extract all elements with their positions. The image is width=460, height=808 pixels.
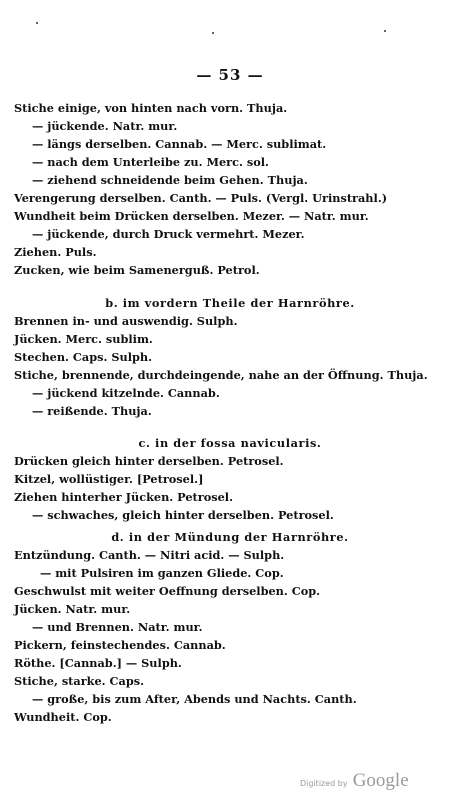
- text-line: Stechen. Caps. Sulph.: [14, 350, 153, 364]
- text-line: Stiche einige, von hinten nach vorn. Thuja.: [14, 101, 288, 115]
- text-line: Kitzel, wollüstiger. [Petrosel.]: [14, 472, 204, 486]
- text-line: — jückende, durch Druck vermehrt. Mezer.: [32, 227, 305, 241]
- page-number: — 53 —: [196, 66, 264, 84]
- text-line: — jückende. Natr. mur.: [32, 119, 178, 133]
- text-line: Röthe. [Cannab.] — Sulph.: [14, 656, 182, 670]
- text-line: — ziehend schneidende beim Gehen. Thuja.: [32, 173, 308, 187]
- text-line: — und Brennen. Natr. mur.: [32, 620, 203, 634]
- text-line: Zucken, wie beim Samenerguß. Petrol.: [14, 263, 260, 277]
- print-speck: [212, 32, 214, 34]
- text-line: Wundheit beim Drücken derselben. Mezer. — Natr. mur.: [14, 209, 369, 223]
- text-line: Wundheit. Cop.: [14, 710, 112, 724]
- text-line: Jücken. Merc. sublim.: [14, 332, 153, 346]
- text-line: — mit Pulsiren im ganzen Gliede. Cop.: [40, 566, 284, 580]
- watermark-google-text: Google: [352, 770, 409, 791]
- text-line: Geschwulst mit weiter Oeffnung derselben. Cop.: [14, 584, 321, 598]
- text-line: — reißende. Thuja.: [32, 404, 152, 418]
- text-line: — jückend kitzelnde. Cannab.: [32, 386, 220, 400]
- text-line: Entzündung. Canth. — Nitri acid. — Sulph.: [14, 548, 285, 562]
- text-line: Stiche, starke. Caps.: [14, 674, 145, 688]
- text-line: Verengerung derselben. Canth. — Puls. (Vergl. Urinstrahl.): [14, 191, 388, 205]
- text-line: Stiche, brennende, durchdeingende, nahe an der Öffnung. Thuja.: [14, 368, 428, 382]
- text-line: — große, bis zum After, Abends und Nachts. Canth.: [32, 692, 357, 706]
- text-line: Ziehen. Puls.: [14, 245, 97, 259]
- text-line: — nach dem Unterleibe zu. Merc. sol.: [32, 155, 269, 169]
- section-heading: b. im vordern Theile der Harnröhre.: [105, 296, 355, 310]
- digitized-by-google-watermark: [300, 770, 409, 792]
- text-line: Jücken. Natr. mur.: [14, 602, 131, 616]
- section-heading: d. in der Mündung der Harnröhre.: [111, 530, 349, 544]
- watermark-small-text: Digitized by: [300, 779, 348, 788]
- text-line: — schwaches, gleich hinter derselben. Petrosel.: [32, 508, 334, 522]
- text-line: Ziehen hinterher Jücken. Petrosel.: [14, 490, 234, 504]
- text-line: Drücken gleich hinter derselben. Petrosel.: [14, 454, 284, 468]
- text-line: Pickern, feinstechendes. Cannab.: [14, 638, 226, 652]
- print-speck: [384, 30, 386, 32]
- text-line: — längs derselben. Cannab. — Merc. sublimat.: [32, 137, 327, 151]
- text-line: Brennen in- und auswendig. Sulph.: [14, 314, 238, 328]
- section-heading: c. in der fossa navicularis.: [138, 436, 322, 450]
- print-speck: [36, 22, 38, 24]
